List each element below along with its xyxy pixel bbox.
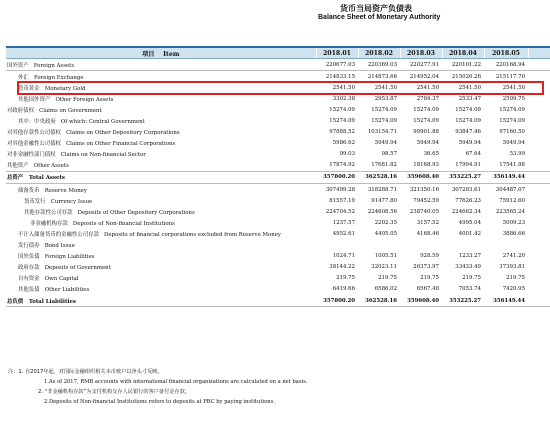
row-value: 224608.56 bbox=[367, 208, 397, 215]
row-label-en: Other Liabilities bbox=[44, 287, 90, 294]
row-value: 1237.57 bbox=[332, 219, 355, 226]
row-value: 359608.40 bbox=[400, 171, 442, 183]
row-value: 5949.94 bbox=[374, 140, 397, 147]
row-value: 928.59 bbox=[420, 253, 439, 260]
row-value: 91477.80 bbox=[371, 197, 397, 204]
row-label-en: Bond Issue bbox=[44, 243, 75, 250]
row-label-en: Other Assets bbox=[33, 163, 69, 170]
row-spacer bbox=[528, 251, 550, 262]
row-value: 2541.50 bbox=[332, 84, 355, 91]
row-value: 220277.91 bbox=[400, 59, 442, 71]
row-value: 4995.04 bbox=[458, 219, 481, 226]
note-1-cn: 注：1. 自2017年起，对国际金融组织相关本币账户以净头寸反映。 bbox=[8, 369, 163, 375]
row-spacer bbox=[528, 206, 550, 217]
row-value: 103154.71 bbox=[367, 129, 397, 136]
table-row bbox=[6, 184, 550, 196]
highlight-box bbox=[17, 81, 544, 95]
row-value: 15274.09 bbox=[455, 106, 481, 113]
row-value: 356149.44 bbox=[484, 171, 528, 183]
row-spacer bbox=[528, 138, 550, 149]
row-label-cn: 其中：中央政府 bbox=[18, 119, 56, 126]
row-value: 3886.66 bbox=[502, 230, 525, 237]
row-value: 362528.16 bbox=[358, 295, 400, 307]
row-value: 2741.20 bbox=[502, 253, 525, 260]
row-spacer bbox=[528, 149, 550, 160]
row-label-cn: 货币发行 bbox=[24, 198, 46, 205]
row-value: 67.64 bbox=[465, 151, 481, 158]
table-row bbox=[6, 251, 550, 262]
row-label bbox=[6, 184, 316, 196]
row-label-cn: 储备货币 bbox=[18, 187, 40, 194]
table-row bbox=[6, 284, 550, 295]
header-spacer bbox=[528, 47, 550, 59]
row-value: 6586.02 bbox=[374, 286, 397, 293]
row-label-cn: 对非金融性部门债权 bbox=[7, 152, 56, 159]
row-value: 77626.23 bbox=[455, 197, 481, 204]
row-label-cn: 对其他存款性公司债权 bbox=[7, 130, 61, 137]
row-value: 2533.47 bbox=[458, 95, 481, 102]
row-label-cn: 其他负债 bbox=[18, 287, 40, 294]
row-value: 219.75 bbox=[378, 275, 397, 282]
row-value bbox=[358, 240, 400, 251]
row-value: 214873.66 bbox=[367, 73, 397, 80]
row-value: 4001.42 bbox=[458, 230, 481, 237]
row-spacer bbox=[528, 295, 550, 307]
row-spacer bbox=[528, 160, 550, 172]
row-value: 38144.22 bbox=[329, 264, 355, 271]
row-value: 307499.28 bbox=[325, 186, 355, 193]
row-label-cn: 总负债 bbox=[7, 298, 24, 305]
table-row bbox=[6, 171, 550, 183]
row-spacer bbox=[528, 127, 550, 138]
table-row bbox=[6, 115, 550, 126]
row-value: 3157.52 bbox=[416, 219, 439, 226]
page-title-cn: 货币当局资产负债表 bbox=[340, 4, 412, 13]
table-row bbox=[6, 59, 550, 71]
row-value: 304487.07 bbox=[495, 186, 525, 193]
note-2-en: 2.Deposits of Non-financial Institutions refers to deposits at PBC by paying institutions. bbox=[44, 399, 275, 405]
row-label-cn: 外汇 bbox=[18, 74, 29, 81]
row-spacer bbox=[528, 195, 550, 206]
row-value: 2784.37 bbox=[416, 95, 439, 102]
row-value: 224704.52 bbox=[325, 208, 355, 215]
table-row bbox=[6, 138, 550, 149]
table-row bbox=[6, 149, 550, 160]
row-value: 5009.23 bbox=[502, 219, 525, 226]
row-label-en: Foreign Exchange bbox=[33, 74, 84, 81]
row-value: 357800.20 bbox=[316, 171, 358, 183]
row-spacer bbox=[528, 171, 550, 183]
row-value: 93847.46 bbox=[455, 129, 481, 136]
row-label bbox=[6, 149, 316, 160]
footnotes bbox=[8, 367, 543, 407]
row-label bbox=[6, 127, 316, 138]
table-row bbox=[6, 262, 550, 273]
row-value bbox=[484, 240, 528, 251]
row-label-cn: 国外资产 bbox=[7, 62, 29, 69]
row-label bbox=[6, 160, 316, 172]
row-spacer bbox=[528, 59, 550, 71]
row-label bbox=[6, 240, 316, 251]
header-period: 2018.05 bbox=[484, 47, 528, 59]
row-value bbox=[400, 240, 442, 251]
row-spacer bbox=[528, 115, 550, 126]
row-value: 98.57 bbox=[381, 151, 397, 158]
row-label bbox=[6, 138, 316, 149]
row-label-cn: 货币黄金 bbox=[18, 85, 40, 92]
row-label-en: Reserve Money bbox=[44, 187, 87, 194]
row-label bbox=[6, 251, 316, 262]
table-row bbox=[6, 127, 550, 138]
row-value bbox=[442, 240, 484, 251]
row-label-en: Total Liabilities bbox=[28, 298, 76, 305]
row-spacer bbox=[528, 240, 550, 251]
row-label-en: Deposits of Other Depository Corporations bbox=[77, 209, 195, 216]
row-value: 219.75 bbox=[336, 275, 355, 282]
row-value: 4168.46 bbox=[416, 230, 439, 237]
row-value: 220168.94 bbox=[484, 59, 528, 71]
row-value: 79452.59 bbox=[413, 197, 439, 204]
row-value: 2541.50 bbox=[458, 84, 481, 91]
row-label-en: Total Assets bbox=[28, 175, 65, 182]
row-value: 223565.24 bbox=[495, 208, 525, 215]
row-value: 2541.50 bbox=[502, 84, 525, 91]
row-value: 2509.75 bbox=[502, 95, 525, 102]
row-value: 214952.04 bbox=[409, 73, 439, 80]
row-label-en: Deposits of financial corporations excluded from Reserve Money bbox=[104, 231, 281, 238]
row-label bbox=[6, 115, 316, 126]
row-label-en: Own Capital bbox=[44, 276, 79, 283]
row-value: 5949.94 bbox=[458, 140, 481, 147]
table-header-row bbox=[6, 47, 550, 59]
row-label-cn: 其他国外资产 bbox=[18, 96, 51, 103]
table-row bbox=[6, 273, 550, 284]
note-1-en: 1.As of 2017, RMB accounts with international financial organizations are calculated on a net basis. bbox=[44, 379, 308, 385]
row-label-en: Claims on Non-financial Sector bbox=[60, 152, 146, 159]
table-row bbox=[6, 160, 550, 172]
row-value: 321350.16 bbox=[409, 186, 439, 193]
row-value: 220101.22 bbox=[442, 59, 484, 71]
table-row bbox=[6, 195, 550, 206]
row-value: 219.75 bbox=[506, 275, 525, 282]
row-label-cn: 总资产 bbox=[7, 175, 24, 182]
row-label-cn: 政府存款 bbox=[18, 265, 40, 272]
row-value: 238740.05 bbox=[409, 208, 439, 215]
row-label-cn: 对其他金融性公司债权 bbox=[7, 141, 61, 148]
row-value: 3302.38 bbox=[332, 95, 355, 102]
row-label bbox=[6, 104, 316, 115]
row-value: 2953.87 bbox=[374, 95, 397, 102]
row-value: 1024.71 bbox=[332, 253, 355, 260]
row-value bbox=[316, 240, 358, 251]
row-value: 318288.71 bbox=[367, 186, 397, 193]
row-value: 4952.61 bbox=[332, 230, 355, 237]
row-value: 220677.03 bbox=[316, 59, 358, 71]
row-value: 359608.40 bbox=[400, 295, 442, 307]
row-value: 219.75 bbox=[420, 275, 439, 282]
row-label-en: Claims on Other Depository Corporations bbox=[66, 130, 180, 137]
row-value: 1233.27 bbox=[458, 253, 481, 260]
row-label-cn: 国外负债 bbox=[18, 254, 40, 261]
row-label-cn: 自有资金 bbox=[18, 276, 40, 283]
row-value: 15274.09 bbox=[413, 106, 439, 113]
row-label-en: Deposits of Government bbox=[44, 265, 111, 272]
row-label bbox=[6, 206, 316, 217]
row-value: 356149.44 bbox=[484, 295, 528, 307]
row-value: 307283.61 bbox=[451, 186, 481, 193]
row-value: 26373.97 bbox=[413, 264, 439, 271]
header-period: 2018.03 bbox=[400, 47, 442, 59]
row-label bbox=[6, 59, 316, 71]
row-label bbox=[6, 262, 316, 273]
row-label-cn: 其他存款性公司存款 bbox=[24, 209, 73, 216]
row-value: 15274.09 bbox=[371, 118, 397, 125]
row-label-cn: 其他资产 bbox=[7, 163, 29, 170]
table-row bbox=[6, 240, 550, 251]
row-value: 97160.50 bbox=[499, 129, 525, 136]
row-label-cn: 不计入储备货币的金融性公司存款 bbox=[18, 231, 99, 238]
row-value: 353225.27 bbox=[442, 295, 484, 307]
row-value: 99.03 bbox=[339, 151, 355, 158]
row-label bbox=[6, 273, 316, 284]
row-value: 7053.74 bbox=[458, 286, 481, 293]
row-spacer bbox=[528, 217, 550, 228]
row-value: 4405.05 bbox=[374, 230, 397, 237]
row-value: 219.75 bbox=[462, 275, 481, 282]
row-label-en: Currency Issue bbox=[50, 198, 93, 205]
row-label-en: Of which: Central Government bbox=[60, 119, 145, 126]
row-value: 15274.09 bbox=[413, 118, 439, 125]
header-period: 2018.02 bbox=[358, 47, 400, 59]
row-spacer bbox=[528, 284, 550, 295]
row-spacer bbox=[528, 228, 550, 239]
row-value: 2541.50 bbox=[416, 84, 439, 91]
row-value: 220369.03 bbox=[358, 59, 400, 71]
row-value: 1005.51 bbox=[374, 253, 397, 260]
row-value: 17994.91 bbox=[442, 160, 484, 172]
row-value: 2202.35 bbox=[374, 219, 397, 226]
row-spacer bbox=[528, 273, 550, 284]
row-value: 215117.70 bbox=[495, 73, 525, 80]
row-label-en: Monetary Gold bbox=[44, 85, 86, 92]
row-label bbox=[6, 228, 316, 239]
row-value: 99901.88 bbox=[413, 129, 439, 136]
row-value: 53.99 bbox=[509, 151, 525, 158]
table-row bbox=[6, 217, 550, 228]
table-body bbox=[6, 59, 550, 307]
row-value: 17541.98 bbox=[484, 160, 528, 172]
row-spacer bbox=[528, 184, 550, 196]
header-item-en: Item bbox=[163, 50, 180, 58]
row-value: 37393.81 bbox=[499, 264, 525, 271]
row-value: 15274.09 bbox=[455, 118, 481, 125]
header-period: 2018.01 bbox=[316, 47, 358, 59]
row-value: 224662.34 bbox=[451, 208, 481, 215]
row-label-en: Claims on Government bbox=[39, 107, 102, 114]
row-label bbox=[6, 295, 316, 307]
row-spacer bbox=[528, 104, 550, 115]
table-row bbox=[6, 295, 550, 307]
row-value: 97888.52 bbox=[329, 129, 355, 136]
row-label-en: Deposits of Non-financial Institutions bbox=[72, 220, 175, 227]
row-value: 215026.26 bbox=[451, 73, 481, 80]
row-label-cn: 非金融机构存款 bbox=[30, 220, 68, 227]
row-value: 15274.09 bbox=[499, 106, 525, 113]
row-label bbox=[6, 217, 316, 228]
row-value: 15274.09 bbox=[329, 118, 355, 125]
page-title-en: Balance Sheet of Monetary Authority bbox=[318, 14, 441, 21]
row-label bbox=[6, 171, 316, 183]
row-value: 5949.94 bbox=[502, 140, 525, 147]
row-value: 5986.62 bbox=[332, 140, 355, 147]
row-value: 36.65 bbox=[423, 151, 439, 158]
row-value: 7420.95 bbox=[502, 286, 525, 293]
row-value: 17681.82 bbox=[358, 160, 400, 172]
row-label-en: Foreign Assets bbox=[33, 62, 75, 69]
row-value: 32023.11 bbox=[371, 264, 397, 271]
row-spacer bbox=[528, 262, 550, 273]
row-value: 15274.09 bbox=[329, 106, 355, 113]
row-value: 15274.09 bbox=[371, 106, 397, 113]
row-value: 15274.09 bbox=[499, 118, 525, 125]
row-label-en: Claims on Other Financial Corporations bbox=[66, 141, 176, 148]
row-label-cn: 发行债券 bbox=[18, 243, 40, 250]
row-value: 353225.27 bbox=[442, 171, 484, 183]
row-label-en: Foreign Liabilities bbox=[44, 254, 95, 261]
row-value: 33433.49 bbox=[455, 264, 481, 271]
row-label bbox=[6, 284, 316, 295]
header-period: 2018.04 bbox=[442, 47, 484, 59]
note-2-cn: 2. “非金融机构存款”为支付机构交存人民银行的客户备付金存款。 bbox=[38, 389, 191, 395]
header-item-cn: 项目 bbox=[142, 50, 155, 58]
row-value: 81557.19 bbox=[329, 197, 355, 204]
row-value: 362528.16 bbox=[358, 171, 400, 183]
row-value: 6419.66 bbox=[332, 286, 355, 293]
row-label-en: Other Foreign Assets bbox=[55, 96, 114, 103]
table-row bbox=[6, 206, 550, 217]
row-value: 2541.50 bbox=[374, 84, 397, 91]
row-value: 18168.93 bbox=[400, 160, 442, 172]
table-row bbox=[6, 228, 550, 239]
row-value: 214833.15 bbox=[325, 73, 355, 80]
header-item bbox=[6, 47, 316, 59]
row-value: 75912.60 bbox=[499, 197, 525, 204]
row-value: 5949.94 bbox=[416, 140, 439, 147]
row-value: 6567.48 bbox=[416, 286, 439, 293]
row-value: 17874.92 bbox=[316, 160, 358, 172]
row-value: 357800.20 bbox=[316, 295, 358, 307]
row-label bbox=[6, 195, 316, 206]
row-label-cn: 对政府债权 bbox=[7, 107, 34, 114]
table-row bbox=[6, 104, 550, 115]
